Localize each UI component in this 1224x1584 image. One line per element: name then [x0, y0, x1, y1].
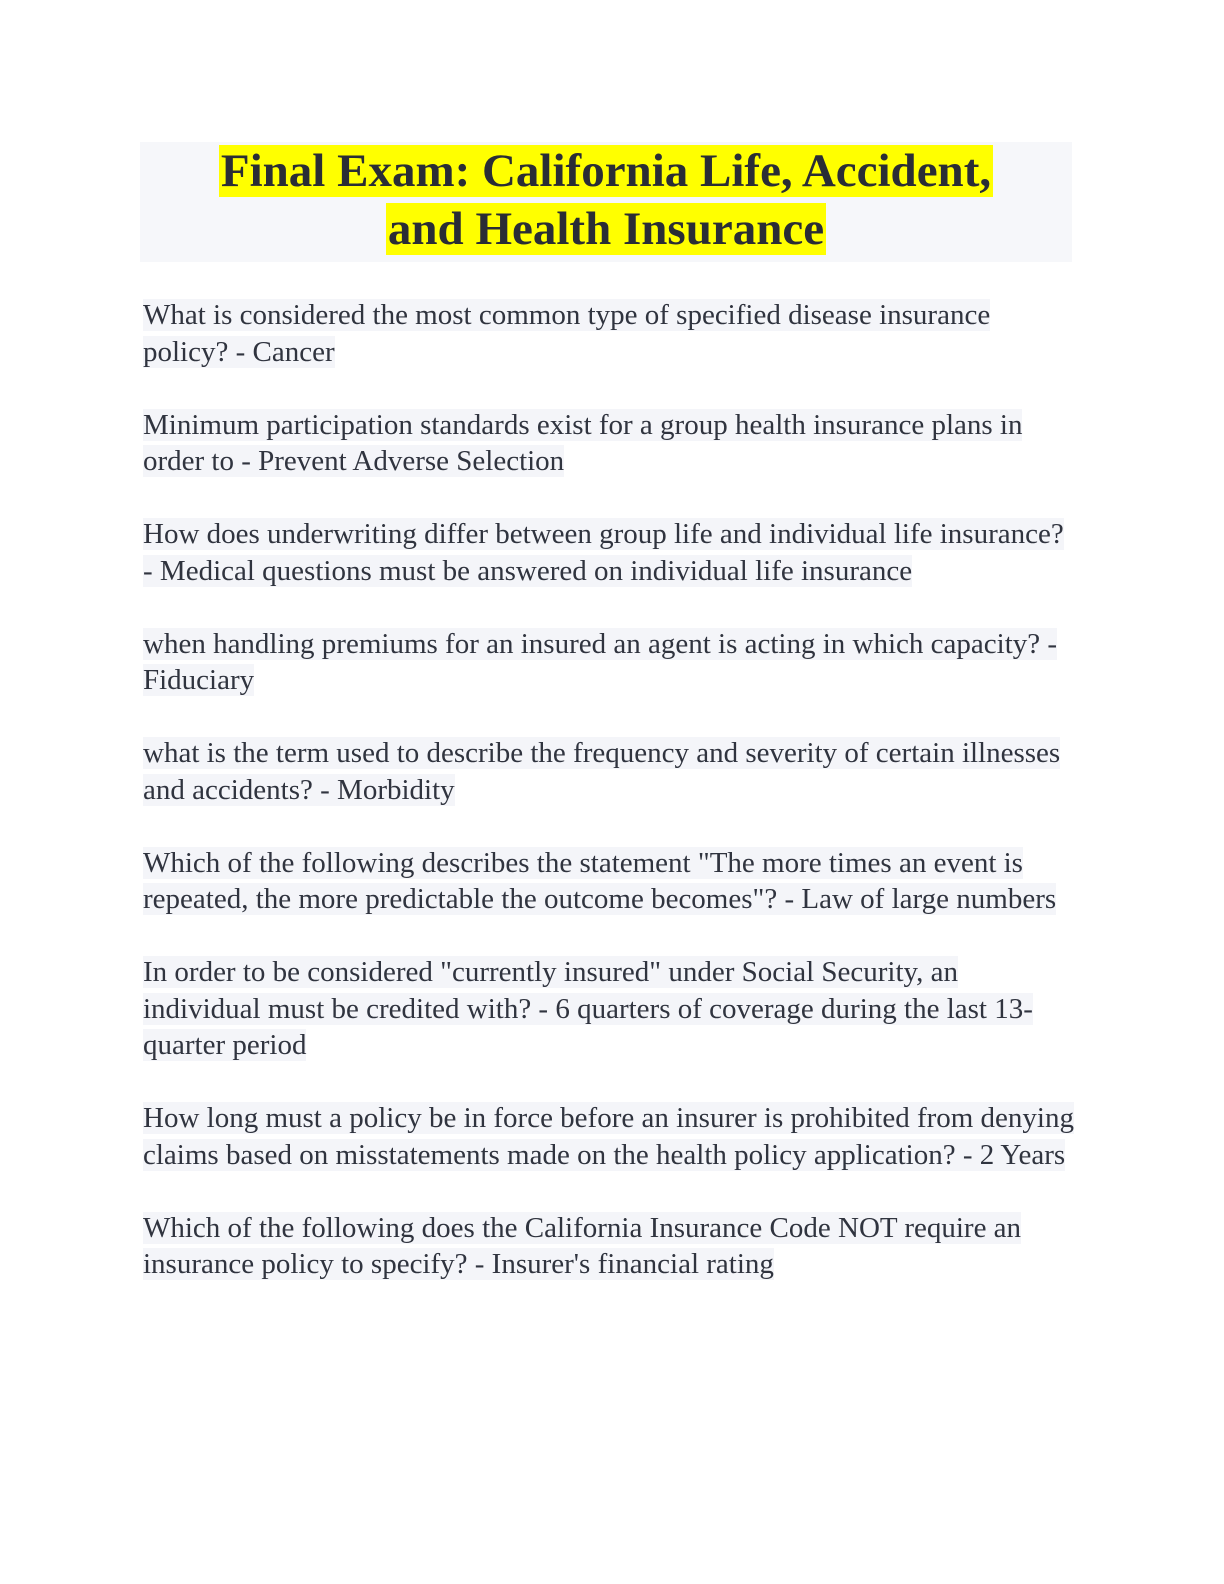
- qa-text: How does underwriting differ between group life and individual life insurance? - Medical questions must be answered on individual life insurance: [143, 518, 1064, 587]
- title-line-1: Final Exam: California Life, Accident,: [220, 145, 992, 197]
- qa-item-1: [143, 297, 1078, 370]
- qa-item-8: [143, 1100, 1078, 1173]
- qa-item-7: [143, 954, 1078, 1064]
- qa-item-4: [143, 626, 1078, 699]
- qa-item-6: [143, 845, 1078, 918]
- qa-text: In order to be considered "currently insured" under Social Security, an individual must be credited with? - 6 quarters of coverage during the last 13-quarter period: [143, 956, 1033, 1061]
- document-title: [140, 142, 1072, 262]
- qa-text: Which of the following does the California Insurance Code NOT require an insurance policy to specify? - Insurer's financial rating: [143, 1211, 1022, 1280]
- qa-item-3: [143, 516, 1078, 589]
- qa-text: How long must a policy be in force before an insurer is prohibited from denying claims based on misstatements made on the health policy application? - 2 Years: [143, 1102, 1074, 1171]
- qa-text: when handling premiums for an insured an agent is acting in which capacity? - Fiduciary: [143, 627, 1058, 696]
- qa-item-9: [143, 1210, 1078, 1283]
- qa-text: what is the term used to describe the frequency and severity of certain illnesses and accidents? - Morbidity: [143, 737, 1061, 806]
- qa-item-5: [143, 735, 1078, 808]
- qa-text: Minimum participation standards exist for a group health insurance plans in order to - Prevent Adverse Selection: [143, 408, 1023, 477]
- title-line-2: and Health Insurance: [387, 203, 825, 255]
- question-answer-list: [143, 297, 1078, 1319]
- qa-text: Which of the following describes the statement "The more times an event is repeated, the more predictable the outcome becomes"? - Law of large numbers: [143, 846, 1057, 915]
- qa-text: What is considered the most common type of specified disease insurance policy? - Cancer: [143, 299, 991, 368]
- qa-item-2: [143, 407, 1078, 480]
